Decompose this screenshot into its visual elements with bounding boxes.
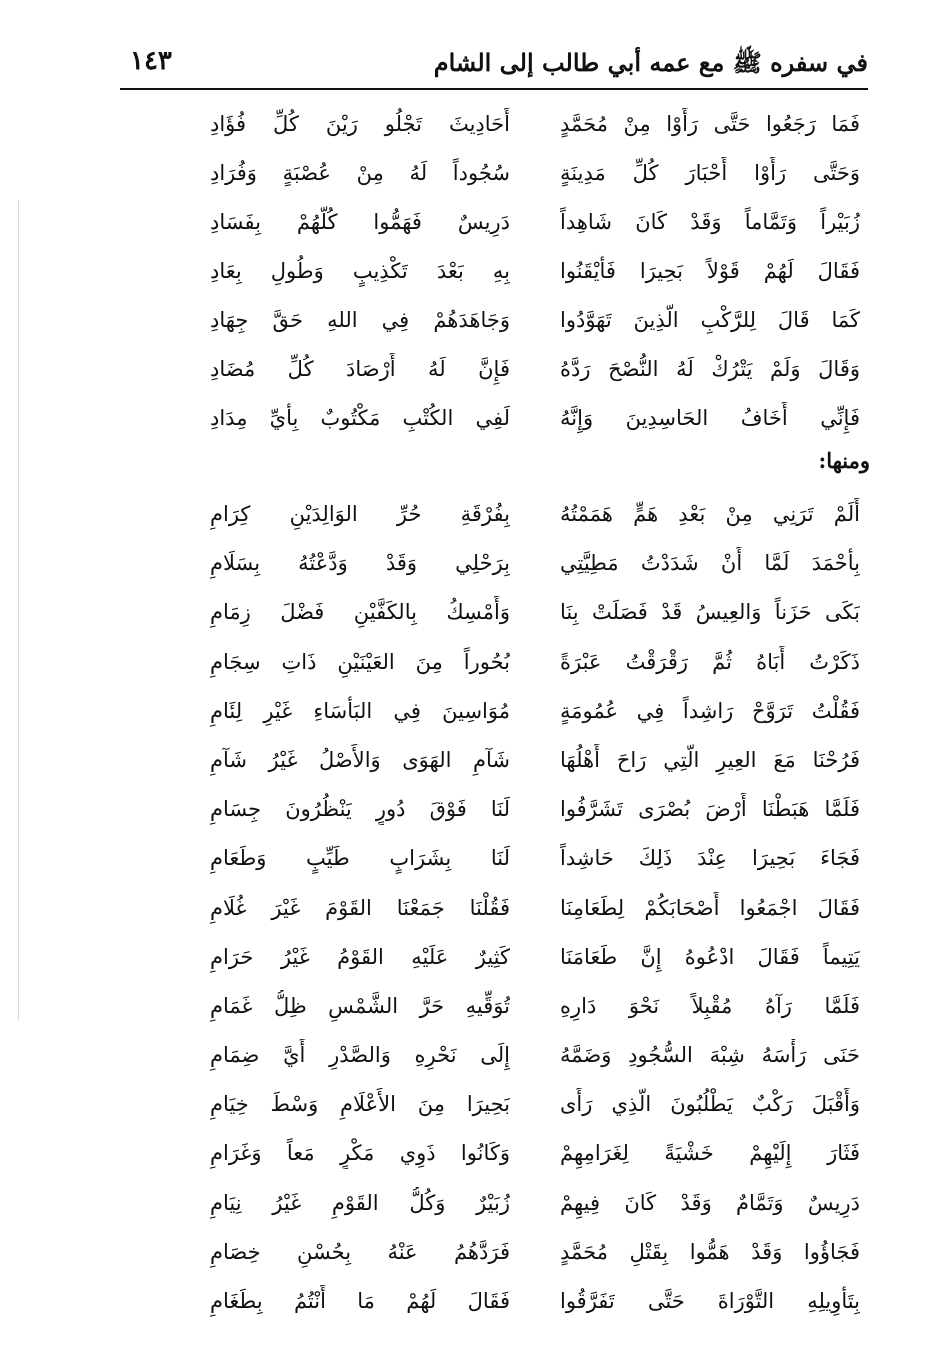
verse-second-hemistich: شَآمِ الهَوَى وَالأَصْلُ غَيْرُ شَآمِ	[210, 747, 510, 772]
verse-first-hemistich: حَنَى رَأْسَهُ شِبْهَ السُّجُودِ وَضَمَّهُ	[560, 1043, 860, 1068]
poem-stanza-second	[200, 490, 860, 1326]
verse-first-hemistich: يَتِيماً فَقَالَ ادْعُوهُ إِنَّ طَعَامَنَا	[560, 944, 860, 969]
verse-second-hemistich: فَقُلْنَا جَمَعْنَا القَوْمَ غَيْرَ غُلَامِ	[210, 895, 510, 920]
poem-stanza-first	[200, 100, 860, 443]
verse-line	[200, 884, 860, 933]
verse-first-hemistich: فَجَاؤُوا وَقَدْ هَمُّوا بِقَتْلِ مُحَمَّدٍ	[560, 1239, 860, 1264]
verse-line	[200, 687, 860, 736]
verse-second-hemistich: زُبَيْرٌ وَكُلُّ القَوْمِ غَيْرُ نِيَامِ	[210, 1190, 510, 1215]
verse-first-hemistich: فَمَا رَجَعُوا حَتَّى رَأَوْا مِنْ مُحَمَّدٍ	[560, 112, 860, 136]
verse-line	[200, 1228, 860, 1277]
verse-first-hemistich: فَقَالَ لَهُمْ قَوْلاً بَحِيرَا فَأَيْقَنُوا	[560, 259, 860, 283]
verse-second-hemistich: تُوَقِّيهِ حَرَّ الشَّمْسِ ظِلُّ غَمَامِ	[210, 993, 510, 1018]
verse-line	[200, 1179, 860, 1228]
verse-first-hemistich: فَلَمَّا رَآهُ مُقْبِلاً نَحْوَ دَارِهِ	[560, 993, 860, 1018]
verse-first-hemistich: كَمَا قَالَ لِلرَّكْبِ الَّذِينَ تَهَوَّدُوا	[560, 308, 860, 332]
header-divider	[120, 88, 868, 90]
verse-second-hemistich: فَرَدَّهُمُ عَنْهُ بِحُسْنِ خِصَامِ	[210, 1239, 510, 1264]
verse-line	[200, 588, 860, 637]
verse-second-hemistich: سُجُوداً لَهُ مِنْ عُصْبَةٍ وَفُرَادِ	[210, 161, 510, 185]
verse-line	[200, 100, 860, 149]
verse-line	[200, 1031, 860, 1080]
verse-second-hemistich: إِلَى نَحْرِهِ وَالصَّدْرِ أَيَّ ضِمَامِ	[210, 1043, 510, 1068]
verse-line	[200, 1277, 860, 1326]
verse-first-hemistich: أَلَمْ تَرَنِي مِنْ بَعْدِ هَمٍّ هَمَمْتُهُ	[560, 502, 860, 526]
verse-line	[200, 982, 860, 1031]
verse-second-hemistich: بِفُرْقَةِ حُرِّ الوَالِدَيْنِ كِرَامِ	[210, 502, 510, 526]
verse-second-hemistich: فَإِنَّ لَهُ أَرْصَادَ كُلِّ مُضَادِ	[210, 357, 510, 381]
verse-second-hemistich: بَحِيرَا مِنَ الأَعْلَامِ وَسْطَ خِيَامِ	[210, 1092, 510, 1117]
verse-first-hemistich: بِأَحْمَدَ لَمَّا أَنْ شَدَدْتُ مَطِيَّتِي	[560, 551, 860, 576]
verse-second-hemistich: مُوَاسِينَ فِي البَأْسَاءِ غَيْرِ لِئَامِ	[210, 698, 510, 723]
verse-line	[200, 149, 860, 198]
verse-second-hemistich: لَفِي الكُتْبِ مَكْتُوبٌ بِأَيِّ مِدَادِ	[210, 406, 510, 430]
verse-line	[200, 1080, 860, 1129]
verse-first-hemistich: فَقَالَ اجْمَعُوا أَصْحَابَكُمْ لِطَعَامِنَا	[560, 895, 860, 920]
verse-line	[200, 394, 860, 443]
verse-first-hemistich: فَقُلْتُ تَرَوَّحْ رَاشِداً فِي عُمُومَةٍ	[560, 698, 860, 723]
verse-first-hemistich: وَقَالَ وَلَمْ يَتْرُكْ لَهُ النُّصْحَ رَدَّهُ	[560, 357, 860, 381]
verse-line	[200, 933, 860, 982]
verse-first-hemistich: فَجَاءَ بَحِيرَا عِنْدَ ذَلِكَ حَاشِداً	[560, 846, 860, 871]
verse-second-hemistich: دَرِيسٌ فَهَمُّوا كُلُّهُمْ بِفَسَادِ	[210, 210, 510, 234]
verse-line	[200, 198, 860, 247]
verse-line	[200, 296, 860, 345]
verse-second-hemistich: لَنَا بِشَرَابٍ طَيِّبٍ وَطَعَامِ	[210, 846, 510, 871]
chapter-title: في سفره ﷺ مع عمه أبي طالب إلى الشام	[433, 48, 868, 77]
verse-first-hemistich: فَإِنِّي أَخَافُ الحَاسِدِينَ وَإِنَّهُ	[560, 406, 860, 430]
page-number: ١٤٣	[130, 46, 172, 76]
verse-second-hemistich: وَجَاهَدَهُمْ فِي اللهِ حَقَّ جِهَادِ	[210, 308, 510, 332]
verse-first-hemistich: بَكَى حَزَناً وَالعِيسُ قَدْ فَصَلَتْ بِنَا	[560, 600, 860, 625]
section-label: ومنها:	[818, 448, 870, 473]
verse-second-hemistich: بِهِ بَعْدَ تَكْذِيبٍ وَطُولِ بِعَادِ	[210, 259, 510, 283]
verse-first-hemistich: زُبَيْراً وَتَمَّاماً وَقَدْ كَانَ شَاهِداً	[560, 210, 860, 234]
verse-line	[200, 1129, 860, 1178]
verse-first-hemistich: فَلَمَّا هَبَطْنَا أَرْضَ بُصْرَى تَشَرَّفُوا	[560, 797, 860, 822]
verse-line	[200, 736, 860, 785]
verse-first-hemistich: ذَكَرْتُ أَبَاهُ ثُمَّ رَقْرَقْتُ عَبْرَةً	[560, 649, 860, 674]
verse-first-hemistich: وَأَقْبَلَ رَكْبٌ يَطْلُبُونَ الَّذِي رَأَى	[560, 1092, 860, 1117]
verse-line	[200, 638, 860, 687]
verse-line	[200, 834, 860, 883]
verse-first-hemistich: بِتَأْوِيلِهِ التَّوْرَاةَ حَتَّى تَفَرَّقُوا	[560, 1289, 860, 1313]
verse-second-hemistich: بُحُوراً مِنَ العَيْنَيْنِ ذَاتِ سِجَامِ	[210, 649, 510, 674]
running-header	[120, 42, 868, 86]
verse-first-hemistich: وَحَتَّى رَأَوْا أَحْبَارَ كُلِّ مَدِينَةٍ	[560, 161, 860, 185]
verse-second-hemistich: فَقَالَ لَهُمْ مَا أَنْتُمُ بِطَغَامِ	[210, 1289, 510, 1313]
verse-second-hemistich: أَحَادِيثَ تَجْلُو رَيْنَ كُلِّ فُؤَادِ	[210, 112, 510, 136]
verse-second-hemistich: وَأَمْسِكُ بِالكَفَّيْنِ فَضْلَ زِمَامِ	[210, 600, 510, 625]
verse-first-hemistich: دَرِيسٌ وَتَمَّامٌ وَقَدْ كَانَ فِيهِمْ	[560, 1190, 860, 1215]
verse-line	[200, 345, 860, 394]
verse-second-hemistich: لَنَا فَوْقَ دُورٍ يَنْظُرُونَ جِسَامِ	[210, 797, 510, 822]
verse-second-hemistich: بِرَحْلِي وَقَدْ وَدَّعْتُهُ بِسَلَامِ	[210, 551, 510, 576]
verse-second-hemistich: كَثِيرٌ عَلَيْهِ القَوْمُ غَيْرُ حَرَامِ	[210, 944, 510, 969]
verse-line	[200, 490, 860, 539]
verse-line	[200, 785, 860, 834]
scan-margin-line	[18, 200, 19, 1020]
verse-first-hemistich: فَرُحْنَا مَعَ العِيرِ الَّتِي رَاحَ أَهْلُهَا	[560, 747, 860, 772]
verse-line	[200, 539, 860, 588]
verse-line	[200, 247, 860, 296]
verse-first-hemistich: فَثَارَ إِلَيْهِمْ خَشْيَةً لِغَرَامِهِمْ	[560, 1141, 860, 1166]
verse-second-hemistich: وَكَانُوا ذَوِي مَكْرٍ مَعاً وَغَرَامِ	[210, 1141, 510, 1166]
